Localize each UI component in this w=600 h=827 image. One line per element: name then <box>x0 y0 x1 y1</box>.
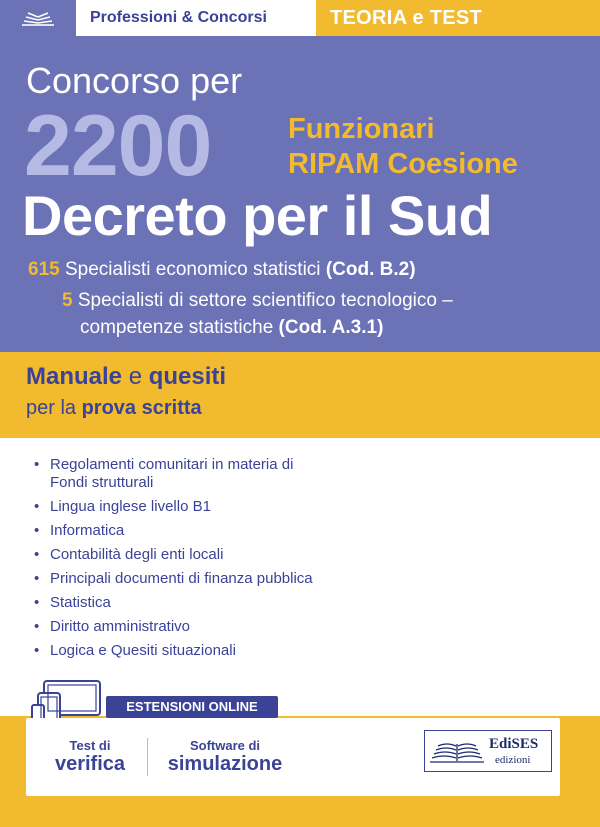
subtitle-joiner: e <box>128 363 143 390</box>
bullet-icon: • <box>34 522 40 539</box>
bullet-icon: • <box>34 570 40 587</box>
profile-3-text: competenze statistiche <box>80 317 274 338</box>
subtitle-line-2 <box>26 397 202 420</box>
subtitle-word-1: Manuale <box>26 363 123 390</box>
list-item <box>34 642 334 660</box>
bullet-icon: • <box>34 642 40 659</box>
publisher-name: EdiSES <box>489 736 539 752</box>
list-item <box>34 594 334 612</box>
extension-1-small: Test di <box>69 738 111 753</box>
extension-verification-tests <box>40 738 140 776</box>
profile-1-count: 615 <box>28 259 60 280</box>
topic-text: Lingua inglese livello B1 <box>50 498 211 515</box>
bullet-icon: • <box>34 498 40 515</box>
topic-text: Logica e Quesiti situazionali <box>50 642 236 659</box>
bullet-icon: • <box>34 618 40 635</box>
profile-line-2 <box>62 290 453 312</box>
extensions-label: ESTENSIONI ONLINE <box>106 696 278 718</box>
subtitle-word-2: quesiti <box>148 363 227 390</box>
subtitle-prefix: per la <box>26 397 77 419</box>
topic-text: Diritto amministrativo <box>50 618 191 635</box>
profile-1-code: (Cod. B.2) <box>325 259 416 280</box>
topic-text: Informatica <box>50 522 125 539</box>
profile-line-3 <box>80 317 383 339</box>
subtitle-bold: prova scritta <box>81 397 202 419</box>
series-logo <box>0 0 76 36</box>
topic-text: Principali documenti di finanza pubblica <box>50 570 313 587</box>
bullet-icon: • <box>34 594 40 611</box>
extensions-divider <box>147 738 148 776</box>
series-name: Professioni & Concorsi <box>76 0 316 36</box>
list-item <box>34 456 334 492</box>
topic-text: Contabilità degli enti locali <box>50 546 224 563</box>
profile-2-count: 5 <box>62 290 73 311</box>
list-item <box>34 618 334 636</box>
extension-1-big: verifica <box>54 753 126 775</box>
main-title: Decreto per il Sud <box>22 184 493 247</box>
open-book-icon <box>428 736 486 766</box>
book-type: TEORIA e TEST <box>316 0 600 36</box>
topics-list <box>34 456 334 666</box>
list-item <box>34 498 334 516</box>
lead-text: Concorso per <box>26 60 243 101</box>
list-item <box>34 570 334 588</box>
topic-text: Regolamenti comunitari in materia di Fondi strutturali <box>50 456 294 491</box>
extension-2-big: simulazione <box>167 753 283 775</box>
profile-1-text: Specialisti economico statistici <box>64 259 321 280</box>
publisher-sub: edizioni <box>495 754 531 766</box>
extension-2-small: Software di <box>189 738 261 753</box>
topic-text: Statistica <box>50 594 111 611</box>
role-line-1: Funzionari <box>288 113 435 145</box>
list-item <box>34 546 334 564</box>
bullet-icon: • <box>34 456 40 473</box>
profile-2-text: Specialisti di settore scientifico tecnologico – <box>77 290 453 311</box>
extension-simulation-software <box>158 738 292 776</box>
bullet-icon: • <box>34 546 40 563</box>
positions-number: 2200 <box>24 98 212 194</box>
publisher-logo <box>424 730 552 772</box>
subtitle-line-1 <box>26 363 226 391</box>
book-lines-icon <box>18 7 58 29</box>
list-item <box>34 522 334 540</box>
profile-line-1 <box>28 259 416 281</box>
profile-3-code: (Cod. A.3.1) <box>278 317 384 338</box>
role-line-2: RIPAM Coesione <box>288 148 518 180</box>
